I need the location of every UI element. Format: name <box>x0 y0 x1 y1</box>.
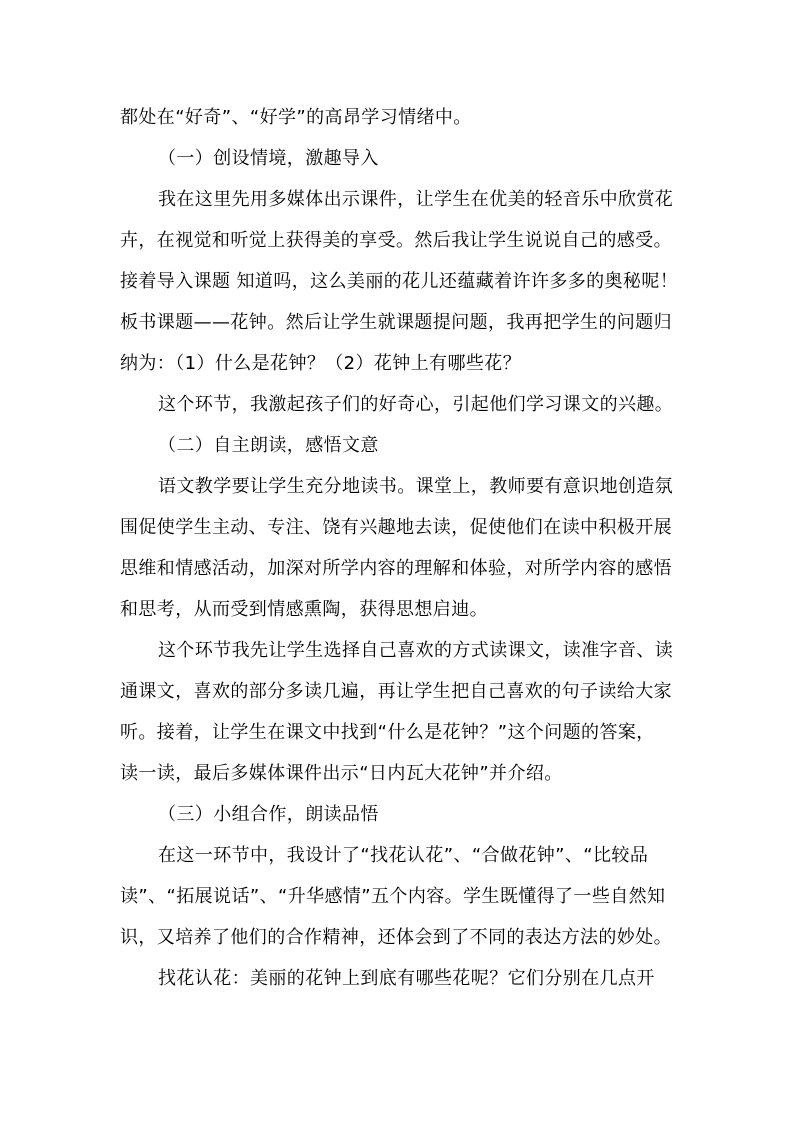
text-line: 识，又培养了他们的合作精神，还体会到了不同的表达方法的妙处。 <box>120 927 672 948</box>
text-line: 围促使学生主动、专注、饶有兴趣地去读，促使他们在读中积极开展 <box>120 517 672 538</box>
section-heading-2: （二）自主朗读，感悟文意 <box>158 435 379 456</box>
section-heading-1: （一）创设情境，激趣导入 <box>158 148 379 169</box>
text-line: 卉，在视觉和听觉上获得美的享受。然后我让学生说说自己的感受。 <box>120 230 672 251</box>
text-line: 读一读，最后多媒体课件出示“日内瓦大花钟”并介绍。 <box>120 763 563 784</box>
text-line: 通课文，喜欢的部分多读几遍，再让学生把自己喜欢的句子读给大家 <box>120 681 672 702</box>
document-body <box>120 97 679 999</box>
text-line: 这个环节我先让学生选择自己喜欢的方式读课文，读准字音、读 <box>158 640 674 661</box>
text-line: 语文教学要让学生充分地读书。课堂上，教师要有意识地创造氛 <box>158 476 674 497</box>
text-line: 在这一环节中，我设计了“找花认花”、“合做花钟”、“比较品 <box>158 845 649 866</box>
text-line: 找花认花：美丽的花钟上到底有哪些花呢？它们分别在几点开 <box>158 968 655 989</box>
text-line: 思维和情感活动，加深对所学内容的理解和体验，对所学内容的感悟 <box>120 558 672 579</box>
text-line: 都处在“好奇”、“好学”的高昂学习情绪中。 <box>120 107 472 128</box>
text-line: 这个环节，我激起孩子们的好奇心，引起他们学习课文的兴趣。 <box>158 394 674 415</box>
text-line: 读”、“拓展说话”、“升华感情”五个内容。学生既懂得了一些自然知 <box>120 886 666 907</box>
text-line: 和思考，从而受到情感熏陶，获得思想启迪。 <box>120 599 488 620</box>
text-line: 接着导入课题 知道吗，这么美丽的花儿还蕴藏着许许多多的奥秘呢！ <box>120 271 679 292</box>
text-line: 听。接着，让学生在课文中找到“什么是花钟？”这个问题的答案， <box>120 722 655 743</box>
text-line: 我在这里先用多媒体出示课件，让学生在优美的轻音乐中欣赏花 <box>158 189 674 210</box>
text-line: 纳为：（1）什么是花钟？（2）花钟上有哪些花？ <box>120 353 522 374</box>
text-line: 板书课题——花钟。然后让学生就课题提问题，我再把学生的问题归 <box>120 312 672 333</box>
section-heading-3: （三）小组合作，朗读品悟 <box>158 804 379 825</box>
